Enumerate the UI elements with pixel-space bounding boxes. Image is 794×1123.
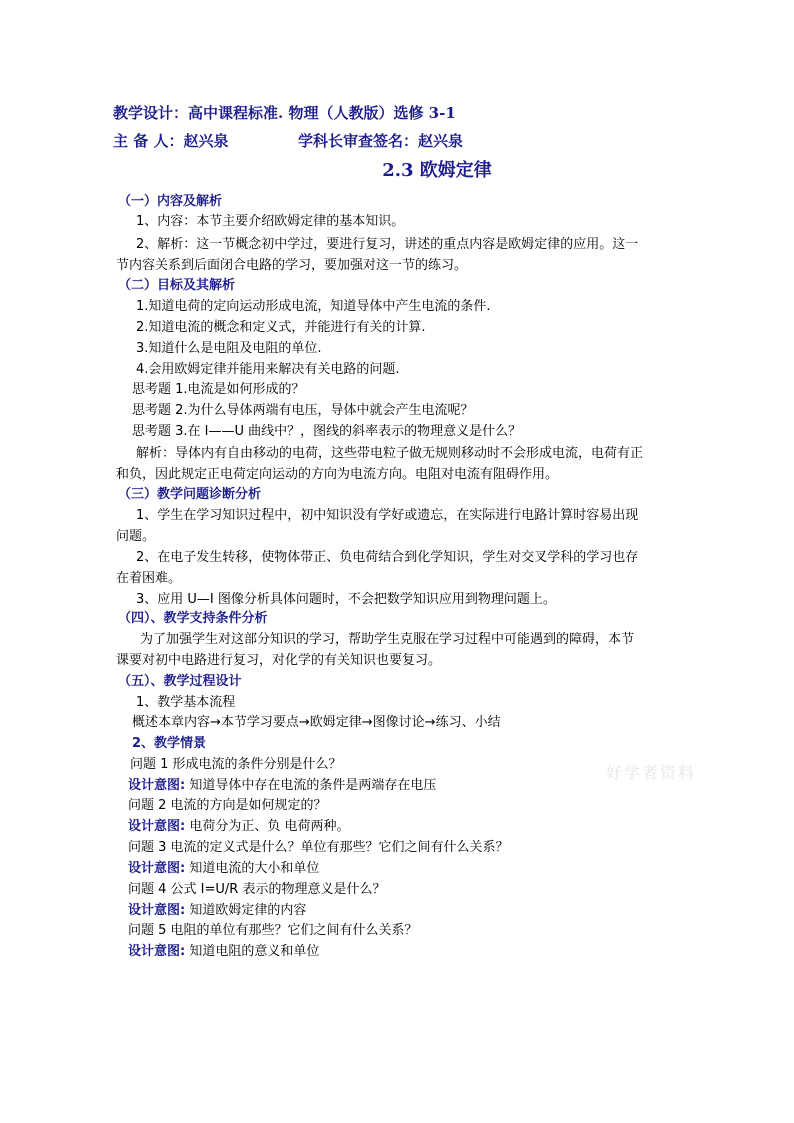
section-heading-1: （一）内容及解析	[118, 194, 223, 209]
paragraph: 2、在电子发生转移，使物体带正、负电荷结合到化学知识，学生对交叉学科的学习也存	[136, 550, 639, 565]
design-intent-label: 设计意图:	[128, 778, 186, 793]
goal-item: 3.知道什么是电阻及电阻的单位.	[136, 341, 322, 356]
design-intent-text: 知道欧姆定律的内容	[185, 903, 307, 918]
section-heading-5: （五）、教学过程设计	[118, 674, 242, 689]
question-item: 问题 5 电阻的单位有那些？它们之间有什么关系？	[128, 923, 418, 938]
question-item: 思考题 3.在 I——U 曲线中？，图线的斜率表示的物理意义是什么？	[132, 424, 522, 439]
paragraph: 为了加强学生对这部分知识的学习，帮助学生克服在学习过程中可能遇到的障碍，本节	[140, 632, 635, 647]
design-intent-text: 知道电阻的意义和单位	[185, 944, 320, 959]
reviewer-label: 学科长审查签名：赵兴泉	[298, 132, 464, 150]
design-intent-label: 设计意图:	[128, 944, 186, 959]
paragraph: 解析：导体内有自由移动的电荷，这些带电粒子做无规则移动时不会形成电流，电荷有正	[136, 446, 644, 461]
watermark: 好学者资料	[606, 763, 697, 782]
goal-item: 1.知道电荷的定向运动形成电流，知道导体中产生电流的条件.	[136, 299, 491, 314]
section-heading-2: （二）目标及其解析	[118, 278, 236, 293]
design-intent	[128, 859, 319, 879]
goal-item: 4.会用欧姆定律并能用来解决有关电路的问题.	[136, 362, 400, 377]
question-item: 问题 4 公式 I=U/R 表示的物理意义是什么？	[128, 882, 386, 897]
question-item: 思考题 2.为什么导体两端有电压，导体中就会产生电流呢？	[132, 403, 474, 418]
section-heading-4: （四）、教学支持条件分析	[118, 611, 268, 626]
paragraph: 1、内容：本节主要介绍欧姆定律的基本知识。	[136, 214, 405, 229]
paragraph: 1、学生在学习知识过程中，初中知识没有学好或遗忘，在实际进行电路计算时容易出现	[136, 508, 639, 523]
design-intent	[128, 817, 349, 837]
paragraph: 和负，因此规定正电荷定向运动的方向为电流方向。电阻对电流有阻碍作用。	[116, 467, 559, 482]
paragraph: 问题。	[116, 529, 156, 544]
paragraph: 节内容关系到后面闭合电路的学习，要加强对这一节的练习。	[116, 258, 468, 273]
design-intent-label: 设计意图:	[128, 819, 186, 834]
preparer-label: 主 备 人：赵兴泉	[113, 132, 229, 150]
design-intent	[128, 901, 306, 921]
paragraph: 3、应用 U—I 图像分析具体问题时，不会把数学知识应用到物理问题上。	[136, 592, 556, 607]
goal-item: 2.知道电流的概念和定义式，并能进行有关的计算.	[136, 320, 426, 335]
paragraph: 在着困难。	[116, 571, 182, 586]
paragraph: 1、教学基本流程	[136, 695, 236, 710]
page-title: 2.3 欧姆定律	[382, 160, 492, 181]
flow-text: 概述本章内容→本节学习要点→欧姆定律→图像讨论→练习、小结	[132, 715, 501, 730]
design-header: 教学设计：高中课程标准. 物理（人教版）选修 3-1	[113, 104, 456, 122]
design-intent-label: 设计意图:	[128, 861, 186, 876]
design-intent-text: 知道电流的大小和单位	[185, 861, 320, 876]
subheading: 2、教学情景	[132, 736, 207, 751]
question-item: 问题 1 形成电流的条件分别是什么？	[130, 757, 342, 772]
section-heading-3: （三）教学问题诊断分析	[118, 487, 262, 502]
design-intent-text: 知道导体中存在电流的条件是两端存在电压	[185, 778, 437, 793]
design-intent	[128, 942, 319, 962]
question-item: 问题 2 电流的方向是如何规定的？	[128, 798, 327, 813]
question-item: 思考题 1.电流是如何形成的？	[132, 382, 305, 397]
design-intent-label: 设计意图:	[128, 903, 186, 918]
design-intent-text: 电荷分为正、负 电荷两种。	[185, 819, 350, 834]
paragraph: 课要对初中电路进行复习，对化学的有关知识也要复习。	[116, 653, 442, 668]
paragraph: 2、解析：这一节概念初中学过，要进行复习，讲述的重点内容是欧姆定律的应用。这一	[136, 237, 639, 252]
design-intent	[128, 776, 436, 796]
question-item: 问题 3 电流的定义式是什么？单位有那些？它们之间有什么关系？	[128, 840, 509, 855]
